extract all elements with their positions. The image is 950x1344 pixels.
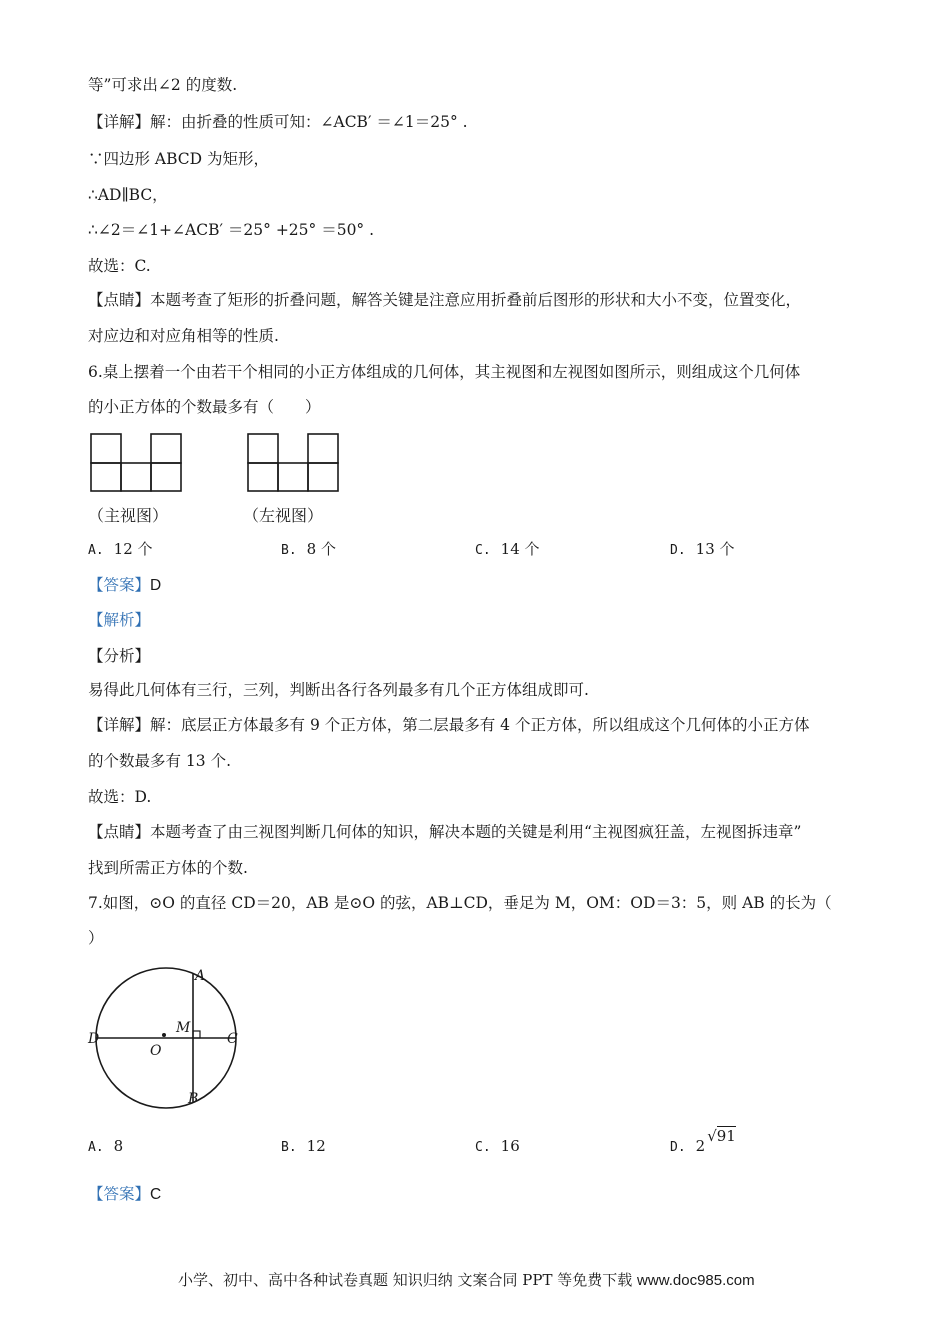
comment-line: [88, 822, 801, 842]
footer-text: 小学、初中、高中各种试卷真题 知识归纳 文案合同 PPT 等免费下载: [178, 1271, 633, 1289]
detail-line: [88, 715, 809, 735]
question-6-line: 的小正方体的个数最多有（ ）: [88, 398, 321, 416]
detail-tag: 【详解】: [88, 113, 151, 131]
front-view-figure: [88, 432, 184, 494]
option-b: B. 12: [281, 1137, 326, 1155]
label-b: B: [188, 1091, 199, 1107]
label-m: M: [176, 1020, 191, 1036]
footer-url[interactable]: www.doc985.com: [637, 1272, 755, 1289]
answer-line: [88, 1184, 161, 1205]
answer-tag: 【答案】: [88, 576, 151, 594]
detail-line: [88, 112, 468, 132]
answer-tag: 【答案】: [88, 1185, 151, 1203]
solution-line: ∴AD∥BC，: [88, 186, 168, 204]
detail-text: 解：底层正方体最多有 9 个正方体，第二层最多有 4 个正方体，所以组成这个几何体的小正方体: [150, 716, 810, 734]
comment-tag: 【点睛】: [88, 291, 151, 309]
choose-line: 故选：C.: [88, 257, 151, 275]
comment-line: [88, 290, 801, 310]
answer-value: C: [150, 1186, 162, 1203]
analysis-tag: 【解析】: [88, 611, 151, 629]
solution-line: ∵四边形 ABCD 为矩形，: [88, 150, 270, 168]
answer-value: D: [150, 577, 162, 594]
comment-tag: 【点睛】: [88, 823, 151, 841]
question-7-line: ）: [88, 929, 104, 947]
fenxi-tag: 【分析】: [88, 647, 151, 665]
detail-text: 解：由折叠的性质可知：∠ACB′ ＝∠1＝25° .: [150, 113, 468, 131]
label-a: A: [195, 968, 206, 984]
detail-tag: 【详解】: [88, 716, 151, 734]
option-b: B. 8 个: [281, 540, 336, 558]
front-view-caption: （主视图）: [88, 506, 169, 525]
answer-line: [88, 575, 161, 596]
option-c: C. 16: [475, 1137, 520, 1155]
question-7-line: 7.如图，⊙O 的直径 CD＝20，AB 是⊙O 的弦，AB⊥CD，垂足为 M，OM：OD＝3：5，则 AB 的长为（: [88, 894, 832, 912]
detail-line: 的个数最多有 13 个.: [88, 752, 232, 770]
option-c: C. 14 个: [475, 540, 540, 558]
label-o: O: [150, 1043, 162, 1059]
label-c: C: [227, 1031, 238, 1047]
question-6-line: 6.桌上摆着一个由若干个相同的小正方体组成的几何体，其主视图和左视图如图所示，则组成这个几何体: [88, 363, 801, 381]
comment-line: 对应边和对应角相等的性质.: [88, 327, 279, 345]
comment-line: 找到所需正方体的个数.: [88, 859, 248, 877]
comment-text: 本题考查了由三视图判断几何体的知识，解决本题的关键是利用“主视图疯狂盖，左视图拆违章”: [150, 823, 802, 841]
left-view-caption: （左视图）: [243, 506, 324, 525]
comment-text: 本题考查了矩形的折叠问题，解答关键是注意应用折叠前后图形的形状和大小不变，位置变化，: [150, 291, 802, 309]
label-d: D: [88, 1031, 100, 1047]
option-a: A. 8: [88, 1137, 124, 1155]
sqrt-symbol: √91: [707, 1127, 736, 1145]
option-a: A. 12 个: [88, 540, 153, 558]
choose-line: 故选：D.: [88, 788, 152, 806]
solution-line: ∴∠2＝∠1+∠ACB′ ＝25° +25° ＝50° .: [88, 221, 375, 239]
left-view-figure: [245, 432, 341, 494]
footer: [178, 1269, 755, 1290]
solution-line: 等”可求出∠2 的度数.: [88, 76, 238, 94]
option-d: D. 2√91: [670, 1127, 736, 1155]
fenxi-text: 易得此几何体有三行，三列，判断出各行各列最多有几个正方体组成即可.: [88, 681, 589, 699]
circle-figure: [80, 962, 250, 1112]
option-d: D. 13 个: [670, 540, 735, 558]
